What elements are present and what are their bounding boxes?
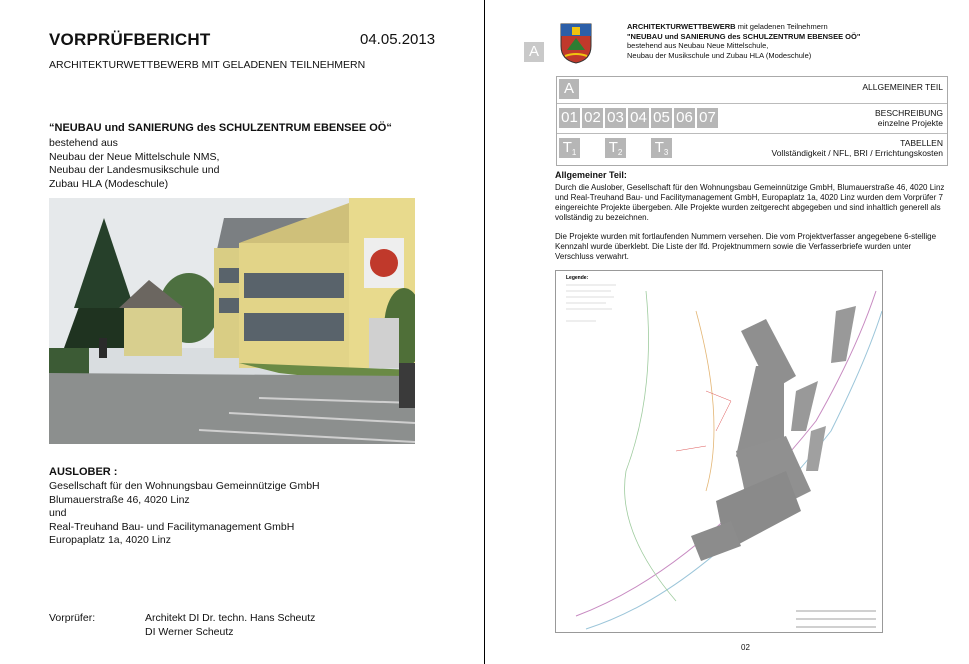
coat-of-arms-icon [559, 22, 593, 64]
competition-subtitle: ARCHITEKTURWETTBEWERB MIT GELADENEN TEILNEHMERN [49, 59, 366, 71]
ausloeber-line: Real-Treuhand Bau- und Facilitymanagement GmbH [49, 520, 295, 533]
header-line [627, 22, 860, 32]
project-tab-07[interactable]: 07 [697, 108, 718, 128]
project-line: bestehend aus [49, 137, 118, 149]
t-sub: 1 [571, 148, 577, 157]
page-number: 02 [741, 643, 750, 652]
t-letter: T [562, 139, 572, 156]
page-title: VORPRÜFBERICHT [49, 30, 211, 49]
t-sub: 3 [663, 148, 669, 157]
t-letter: T [608, 139, 618, 156]
table-rule [557, 103, 947, 104]
plan-legend-label: Legende: [566, 275, 589, 281]
project-tab-01[interactable]: 01 [559, 108, 580, 128]
header-competition: ARCHITEKTURWETTBEWERB [627, 22, 736, 31]
ausloeber-details [49, 480, 320, 548]
header-competition-suffix: mit geladenen Teilnehmern [735, 22, 828, 31]
right-header [627, 22, 860, 60]
allgemeiner-teil-label: ALLGEMEINER TEIL [862, 82, 943, 92]
contents-table [556, 76, 948, 166]
project-tab-06[interactable]: 06 [674, 108, 695, 128]
tabellen-label: TABELLEN [900, 138, 943, 148]
table-tab-t3[interactable] [651, 138, 672, 158]
project-tab-03[interactable]: 03 [605, 108, 626, 128]
table-tab-t2[interactable] [605, 138, 626, 158]
project-tab-02[interactable]: 02 [582, 108, 603, 128]
project-description [49, 137, 219, 191]
section-heading: Allgemeiner Teil: [555, 170, 627, 180]
header-project: "NEUBAU und SANIERUNG des SCHULZENTRUM EBENSEE OÖ" [627, 31, 861, 41]
project-title: “NEUBAU und SANIERUNG des SCHULZENTRUM EBENSEE OÖ“ [49, 122, 392, 134]
tabellen-sub-label: Vollständigkeit / NFL, BRI / Errichtungskosten [771, 148, 943, 158]
report-date: 04.05.2013 [360, 31, 436, 48]
project-tab-05[interactable]: 05 [651, 108, 672, 128]
project-line: Neubau der Neue Mittelschule NMS, [49, 150, 220, 163]
paragraph: Die Projekte wurden mit fortlaufenden Nummern versehen. Die vom Projektverfasser angegebene 6-stellige Kennzahl wurde überklebt. Die Liste der lfd. Projektnummern sowie die Verfasserbriefe wurden unter Verschluss verwahrt. [555, 232, 937, 261]
table-tab-t1[interactable] [559, 138, 580, 158]
einzelne-projekte-label: einzelne Projekte [877, 118, 943, 128]
ausloeber-line: Blumauerstraße 46, 4020 Linz [49, 493, 190, 506]
project-tab-04[interactable]: 04 [628, 108, 649, 128]
vorpruefer-name: DI Werner Scheutz [145, 625, 234, 638]
ausloeber-line: und [49, 507, 67, 519]
vorpruefer-label: Vorprüfer: [49, 612, 96, 624]
beschreibung-block [875, 108, 943, 128]
site-plan [555, 270, 883, 633]
vorpruefer-name: Architekt DI Dr. techn. Hans Scheutz [145, 612, 316, 624]
tab-a[interactable]: A [559, 79, 579, 99]
paragraph: Durch die Auslober, Gesellschaft für den Wohnungsbau Gemeinnützige GmbH, Blumauerstraße 46, 4020 Linz und Real-Treuhand Bau- und Facilitymanagement GmbH, Europaplatz 1a, 4020 Linz wurden dem Vorprüfer 7 eingereichte Projekte übergeben. Alle Projekte wurden zeitgerecht abgegeben und sind inhaltlich generell als vollständig zu bezeichnen. [555, 183, 945, 222]
ausloeber-label: AUSLOBER : [49, 466, 118, 478]
vorpruefer-names [145, 612, 315, 639]
header-line: Neubau der Musikschule und Zubau HLA (Modeschule) [627, 50, 812, 60]
t-letter: T [654, 139, 664, 156]
table-rule [557, 133, 947, 134]
ausloeber-line: Europaplatz 1a, 4020 Linz [49, 534, 172, 546]
header-line: bestehend aus Neubau Neue Mittelschule, [627, 41, 769, 50]
beschreibung-label: BESCHREIBUNG [874, 108, 943, 118]
body-text [555, 183, 945, 262]
tabellen-block [772, 138, 944, 158]
project-line: Zubau HLA (Modeschule) [49, 177, 169, 190]
school-photo [49, 198, 415, 444]
page-divider [484, 0, 485, 664]
project-line: Neubau der Landesmusikschule und [49, 164, 220, 176]
ausloeber-line: Gesellschaft für den Wohnungsbau Gemeinnützige GmbH [49, 480, 320, 492]
section-a-badge: A [524, 42, 544, 62]
t-sub: 2 [617, 148, 623, 157]
